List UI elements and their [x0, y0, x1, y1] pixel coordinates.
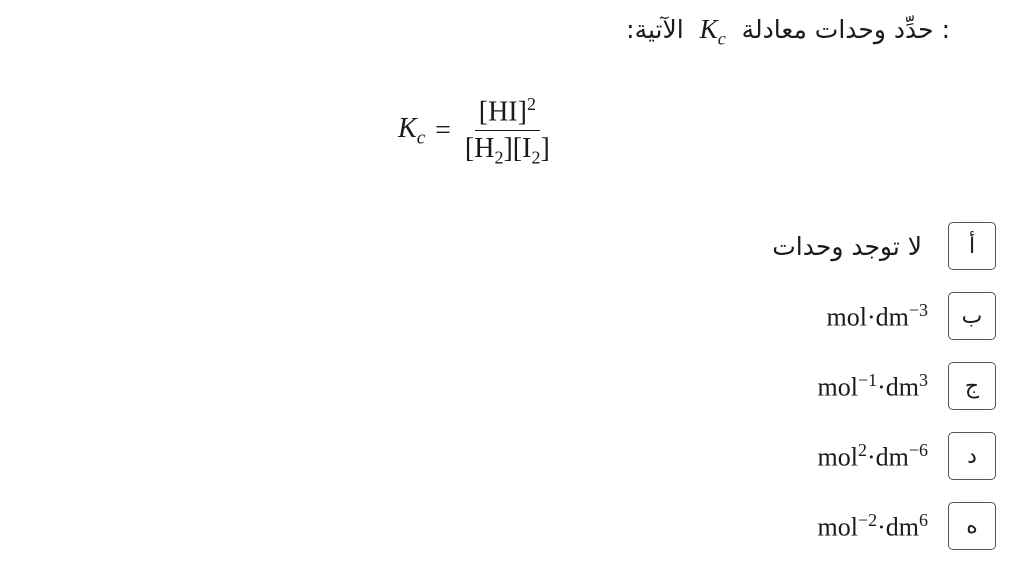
option-e-letter[interactable]: ه — [948, 502, 996, 550]
kc-equation — [398, 94, 554, 169]
numerator: [HI]$^2$ — [475, 94, 540, 131]
option-d-text: $mol^2\cdot dm^{-6}$ — [817, 439, 928, 472]
kc-symbol: $K_c$ — [699, 14, 726, 49]
option-b-letter[interactable]: ب — [948, 292, 996, 340]
option-d[interactable] — [817, 432, 996, 480]
option-c-letter[interactable]: ج — [948, 362, 996, 410]
question-text — [626, 14, 950, 49]
option-d-letter[interactable]: د — [948, 432, 996, 480]
option-c[interactable] — [817, 362, 996, 410]
question-tail: الآتية: — [626, 15, 684, 44]
equals-sign: = — [435, 115, 451, 147]
option-a[interactable] — [772, 222, 996, 270]
equation-lhs: $K_c$ — [398, 113, 426, 149]
option-c-text: $mol^{-1}\cdot dm^3$ — [817, 369, 928, 402]
option-e[interactable] — [817, 502, 996, 550]
option-a-text: لا توجد وحدات — [772, 231, 922, 261]
option-b-text: $mol\cdot dm^{-3}$ — [826, 299, 928, 332]
question-lead: حدِّد وحدات معادلة — [741, 15, 934, 44]
option-a-letter[interactable]: أ — [948, 222, 996, 270]
fraction — [461, 94, 554, 169]
option-b[interactable] — [826, 292, 996, 340]
denominator: $[H_2][I_2]$ — [464, 133, 550, 168]
option-e-text: $mol^{-2}\cdot dm^6$ — [817, 509, 928, 542]
question-colon: : — [941, 15, 950, 44]
